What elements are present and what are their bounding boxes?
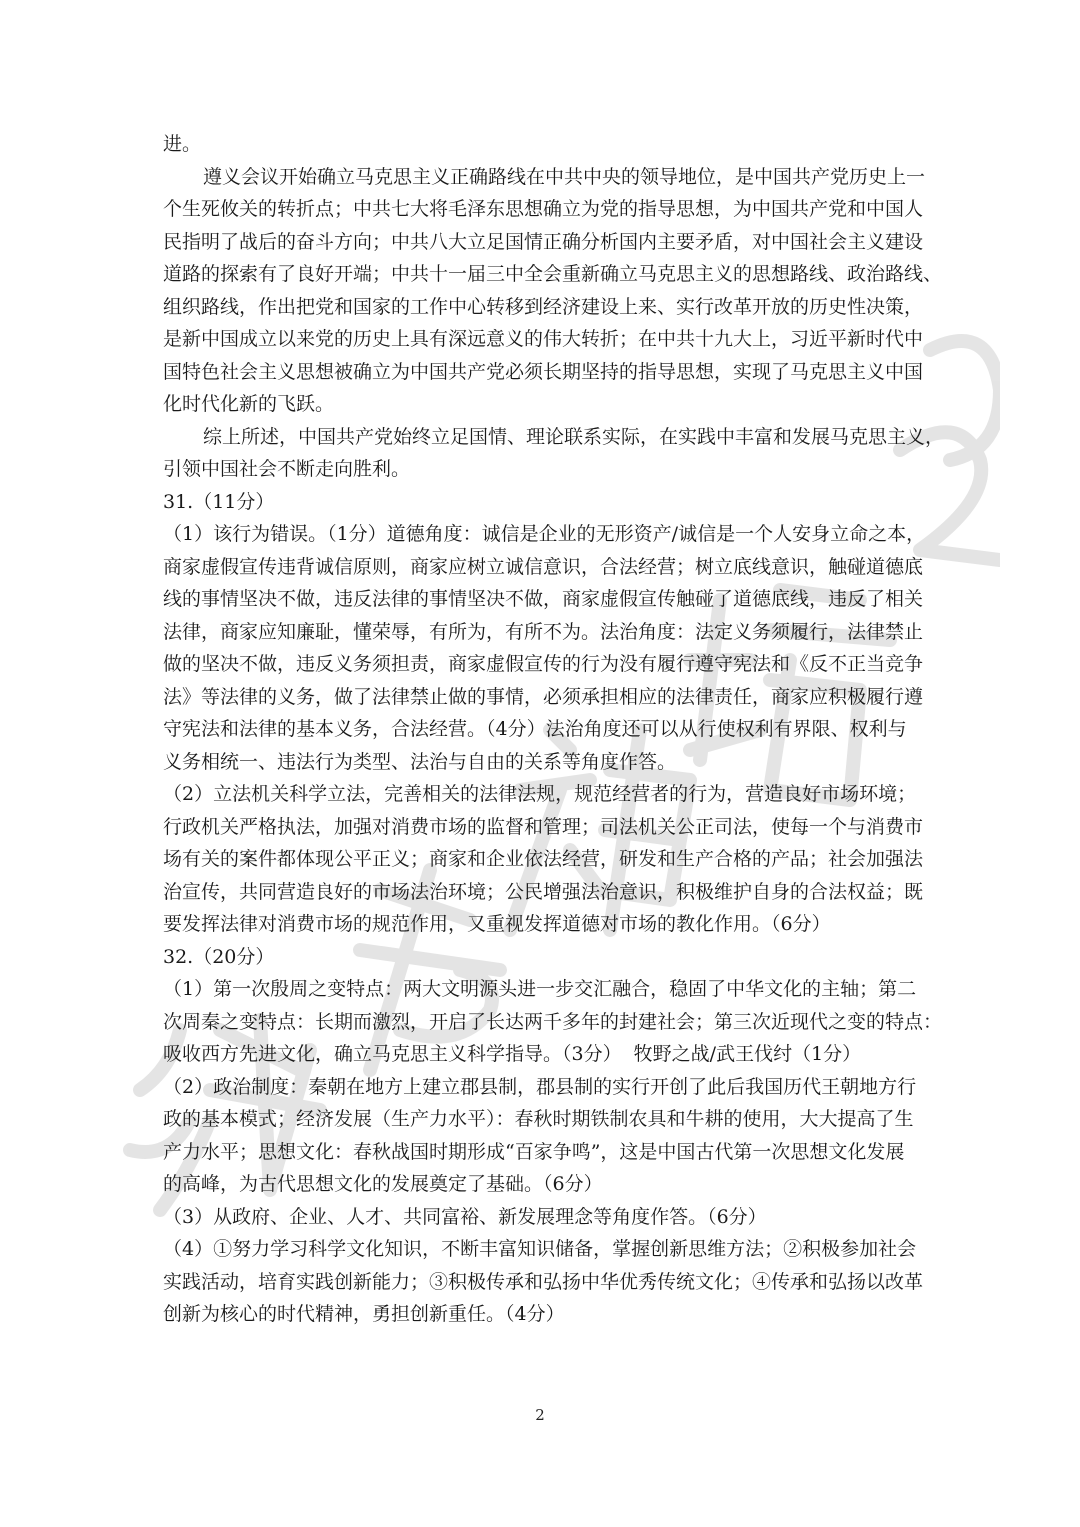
paragraph-conclusion — [163, 421, 945, 486]
answer-32-part-2 — [163, 1071, 923, 1201]
text-line: 商家虚假宣传违背诚信原则，商家应树立诚信意识，合法经营；树立底线意识，触碰道德底 — [163, 555, 924, 578]
text-line: 引领中国社会不断走向胜利。 — [163, 458, 411, 480]
text-line: 国特色社会主义思想被确立为中国共产党必须长期坚持的指导思想，实现了马克思主义中国 — [163, 360, 924, 383]
text-line: （3）从政府、企业、人才、共同富裕、新发展理念等角度作答。（6分） — [163, 1205, 767, 1228]
text-line: 组织路线，作出把党和国家的工作中心转移到经济建设上来、实行改革开放的历史性决策， — [163, 295, 924, 318]
text-line: 义务相统一、违法行为类型、法治与自由的关系等角度作答。 — [163, 750, 677, 773]
page-number: 2 — [535, 1406, 545, 1424]
answer-31-part-2 — [163, 778, 923, 941]
text-line: 线的事情坚决不做，违反法律的事情坚决不做，商家虚假宣传触碰了道德底线，违反了相关 — [163, 588, 924, 610]
text-line: （2）政治制度：秦朝在地方上建立郡县制，郡县制的实行开创了此后我国历代王朝地方行 — [163, 1075, 917, 1098]
text-line: 创新为核心的时代精神，勇担创新重任。（4分） — [163, 1303, 565, 1325]
text-line: 做的坚决不做，违反义务须担责，商家虚假宣传的行为没有履行遵守宪法和《反不正当竞争 — [163, 653, 924, 675]
text-line: 政的基本模式；经济发展（生产力水平）：春秋时期铁制农具和牛耕的使用，大大提高了生 — [163, 1108, 914, 1130]
text-line: （4）①努力学习科学文化知识，不断丰富知识储备，掌握创新思维方法；②积极参加社会 — [163, 1238, 917, 1260]
text-line: 道路的探索有了良好开端；中共十一届三中全会重新确立马克思主义的思想路线、政治路线、 — [163, 263, 943, 285]
text-line: （1）该行为错误。（1分）道德角度：诚信是企业的无形资产/诚信是一个人安身立命之本， — [163, 523, 926, 545]
paragraph-summary-history — [163, 161, 943, 421]
text-line: 遵义会议开始确立马克思主义正确路线在中共中央的领导地位，是中国共产党历史上一 — [203, 165, 926, 188]
document-body — [163, 128, 945, 1331]
text-line: （2）立法机关科学立法，完善相关的法律法规，规范经营者的行为，营造良好市场环境； — [163, 783, 917, 805]
question-32-heading: 32.（20分） — [163, 945, 275, 968]
text-line: 的高峰，为古代思想文化的发展奠定了基础。（6分） — [163, 1173, 603, 1195]
text-line: 守宪法和法律的基本义务，合法经营。（4分）法治角度还可以从行使权利有界限、权利与 — [163, 718, 907, 740]
answer-32-part-1 — [163, 973, 943, 1071]
text-line: 场有关的案件都体现公平正义；商家和企业依法经营，研发和生产合格的产品；社会加强法 — [163, 848, 924, 870]
text-line: 法律，商家应知廉耻，懂荣辱，有所为，有所不为。法治角度：法定义务须履行，法律禁止 — [163, 620, 924, 643]
text-line: 次周秦之变特点：长期而激烈，开启了长达两千多年的封建社会；第三次近现代之变的特点： — [163, 1010, 943, 1033]
text-line: 是新中国成立以来党的历史上具有深远意义的伟大转折；在中共十九大上，习近平新时代中 — [163, 328, 924, 350]
text-line: 吸收西方先进文化，确立马克思主义科学指导。（3分） 牧野之战/武王伐纣（1分） — [163, 1043, 862, 1065]
text-line: 治宣传，共同营造良好的市场法治环境；公民增强法治意识，积极维护自身的合法权益；既 — [163, 880, 924, 903]
text-line: 综上所述，中国共产党始终立足国情、理论联系实际，在实践中丰富和发展马克思主义， — [203, 425, 945, 448]
text-line: 个生死攸关的转折点；中共七大将毛泽东思想确立为党的指导思想，为中国共产党和中国人 — [163, 198, 924, 220]
text-line: 进。 — [163, 133, 202, 155]
text-line: 法》等法律的义务，做了法律禁止做的事情，必须承担相应的法律责任，商家应积极履行遵 — [163, 685, 924, 708]
text-line: 行政机关严格执法，加强对消费市场的监督和管理；司法机关公正司法，使每一个与消费市 — [163, 815, 924, 838]
answer-31-part-1 — [163, 518, 926, 778]
answer-32-part-3 — [163, 1201, 923, 1234]
text-line: 要发挥法律对消费市场的规范作用，又重视发挥道德对市场的教化作用。（6分） — [163, 913, 831, 935]
text-line: 产力水平；思想文化：春秋战国时期形成“百家争鸣”，这是中国古代第一次思想文化发展 — [163, 1140, 905, 1163]
text-line: 实践活动，培育实践创新能力；③积极传承和弘扬中华优秀传统文化；④传承和弘扬以改革 — [163, 1270, 924, 1293]
text-line: 民指明了战后的奋斗方向；中共八大立足国情正确分析国内主要矛盾，对中国社会主义建设 — [163, 230, 924, 253]
text-line: （1）第一次殷周之变特点：两大文明源头进一步交汇融合，稳固了中华文化的主轴；第二 — [163, 978, 917, 1000]
answer-32-part-4 — [163, 1233, 923, 1331]
question-31-heading: 31.（11分） — [163, 490, 275, 513]
text-line: 化时代化新的飞跃。 — [163, 393, 335, 415]
